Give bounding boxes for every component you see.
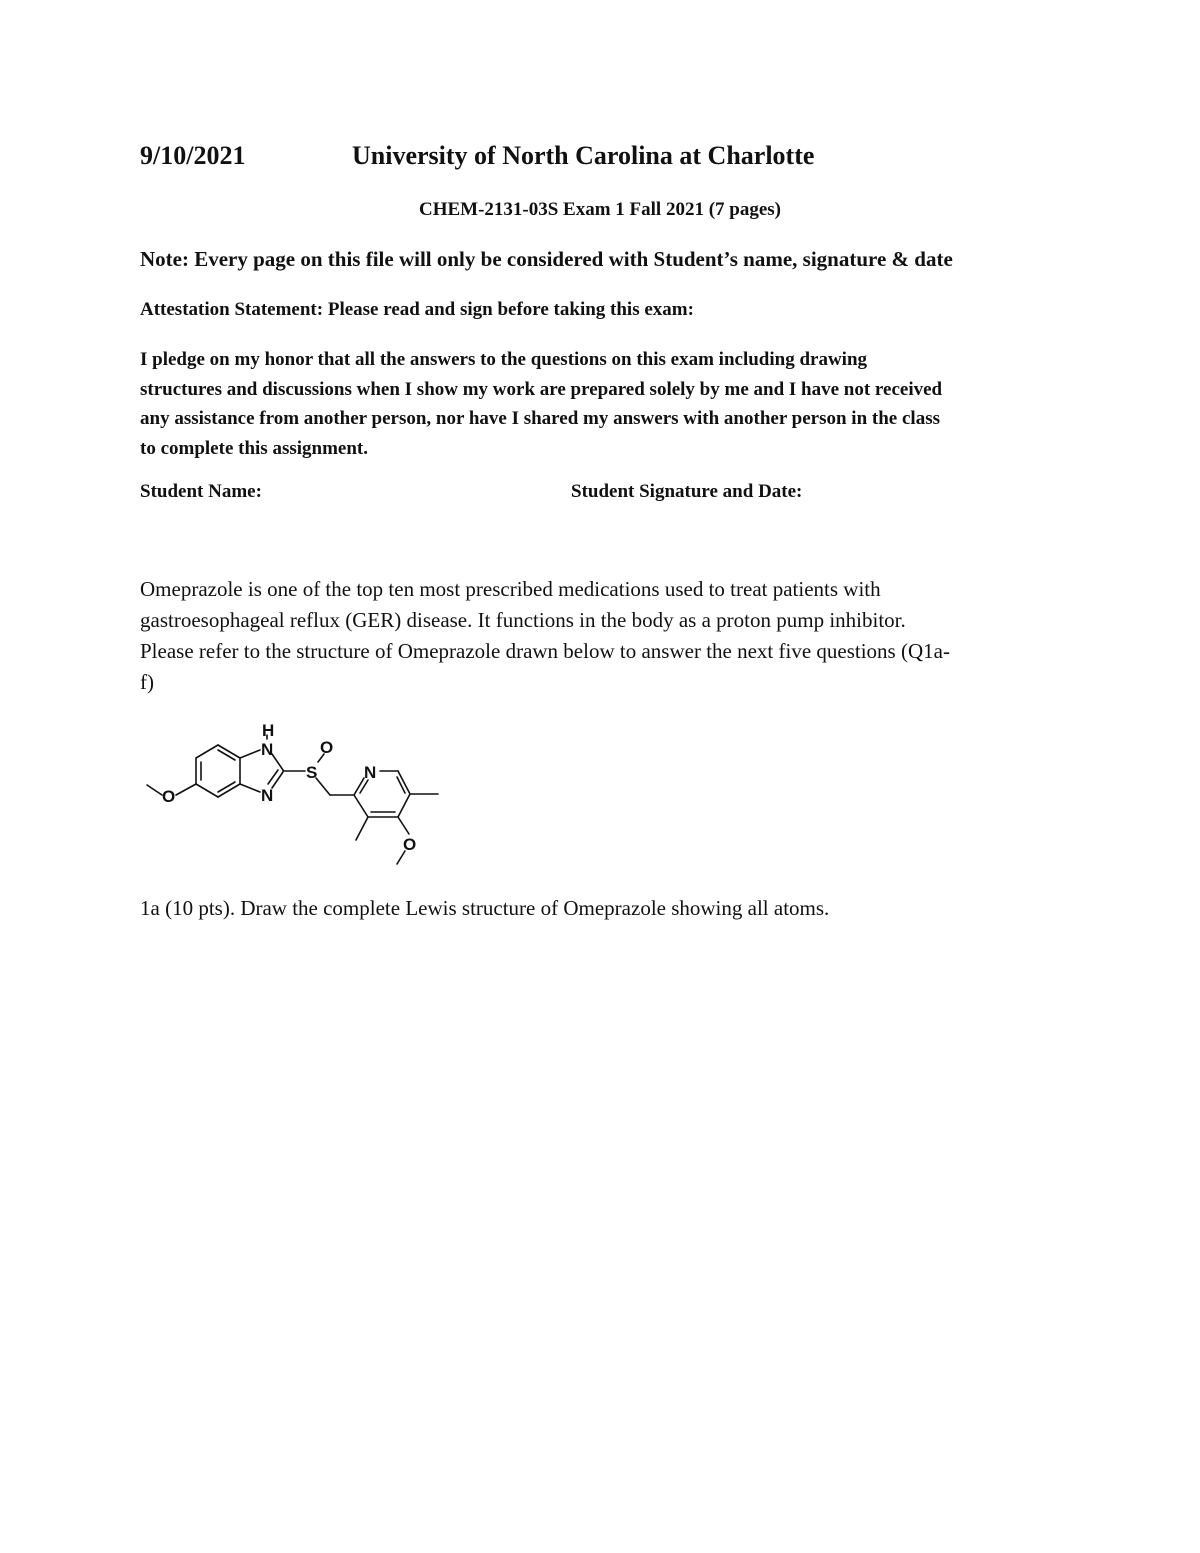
- pledge-line: any assistance from another person, nor have I shared my answers with another person in the class: [140, 408, 940, 429]
- note-text: Note: Every page on this file will only be considered with Student’s name, signature & date: [140, 247, 953, 271]
- bond: [196, 745, 218, 758]
- pledge-line: I pledge on my honor that all the answers to the questions on this exam including drawing: [140, 349, 868, 370]
- atom-n-bottom: N: [261, 786, 274, 805]
- student-name-label: Student Name:: [140, 481, 262, 502]
- course-title: CHEM-2131-03S Exam 1 Fall 2021 (7 pages): [418, 199, 782, 220]
- bond: [272, 772, 283, 788]
- structure-bonds: [147, 735, 438, 864]
- pledge-paragraph: [140, 345, 1070, 463]
- atom-o-bottom: O: [403, 835, 417, 854]
- bond: [218, 750, 235, 760]
- bond: [196, 784, 218, 797]
- question-1a: 1a (10 pts). Draw the complete Lewis structure of Omeprazole showing all atoms.: [140, 896, 830, 920]
- atom-o-left: O: [162, 787, 176, 806]
- bond: [354, 795, 368, 817]
- atom-o-sulfoxide: O: [320, 738, 334, 757]
- bond: [316, 778, 330, 795]
- atom-n-pyridine: N: [364, 763, 377, 782]
- omeprazole-structure: [140, 715, 460, 875]
- atom-s: S: [306, 763, 318, 782]
- bond: [397, 777, 405, 793]
- intro-line: f): [140, 670, 154, 694]
- bond: [398, 817, 409, 834]
- intro-line: Please refer to the structure of Omeprazole drawn below to answer the next five questions (Q1a-: [140, 639, 950, 663]
- bond: [272, 754, 283, 770]
- bond: [240, 750, 260, 758]
- bond: [356, 817, 368, 840]
- atom-h: H: [262, 721, 275, 740]
- university-title: University of North Carolina at Charlotte: [352, 141, 815, 170]
- bond: [147, 785, 162, 795]
- bond: [240, 784, 260, 792]
- bond: [218, 782, 235, 792]
- student-signature-label: Student Signature and Date:: [571, 481, 803, 502]
- bond: [176, 784, 196, 795]
- pledge-line: structures and discussions when I show my work are prepared solely by me and I have not received: [140, 378, 943, 400]
- bond: [354, 778, 364, 795]
- bond: [398, 794, 410, 817]
- attestation-heading: Attestation Statement: Please read and sign before taking this exam:: [140, 299, 694, 320]
- intro-paragraph: [140, 574, 1080, 698]
- pledge-line: to complete this assignment.: [140, 437, 368, 459]
- atom-n-top: N: [261, 740, 274, 759]
- exam-date: 9/10/2021: [140, 141, 246, 170]
- intro-line: gastroesophageal reflux (GER) disease. It functions in the body as a proton pump inhibitor.: [140, 608, 906, 632]
- intro-line: Omeprazole is one of the top ten most prescribed medications used to treat patients with: [140, 577, 881, 601]
